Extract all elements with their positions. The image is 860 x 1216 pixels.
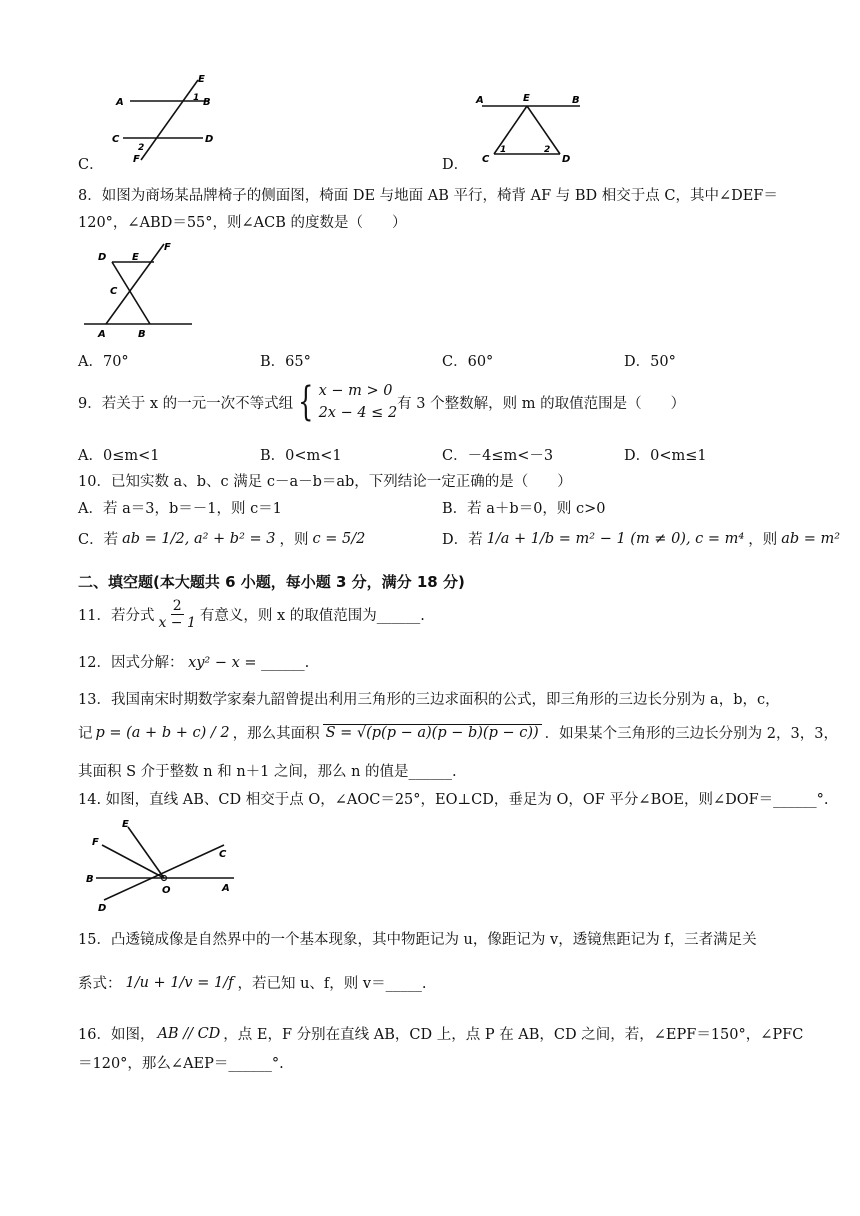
label-B: B: [86, 874, 94, 885]
q10-option-d-condition: 1/a + 1/b = m² − 1 (m ≠ 0), c = m⁴: [486, 530, 745, 547]
label-1: 1: [193, 93, 200, 103]
q10-option-d-label: D．若: [442, 532, 483, 548]
q11-pre: 11．若分式: [78, 608, 155, 624]
q10-option-d-then: ，则: [748, 532, 778, 548]
label-E: E: [122, 819, 129, 830]
q10-option-c-result: c = 5/2: [312, 530, 366, 547]
q15-line1: 15．凸透镜成像是自然界中的一个基本现象，其中物距记为 u，像距记为 v，透镜焦距记为 f，三者满足关: [78, 932, 757, 948]
q13-line2-mid: ，那么其面积: [232, 726, 320, 742]
label-F: F: [133, 154, 140, 165]
q10-option-a[interactable]: A．若 a＝3，b＝－1，则 c＝1: [78, 501, 282, 517]
q9-option-c[interactable]: C．－4≤m<－3: [442, 448, 554, 464]
q10-stem: 10．已知实数 a、b、c 满足 c－a－b＝ab，下列结论一定正确的是（ ）: [78, 474, 572, 490]
q10-option-c-then: ，则: [279, 532, 309, 548]
q9-option-d[interactable]: D．0<m≤1: [624, 448, 707, 464]
q8-figure: [84, 240, 194, 340]
q8-option-a[interactable]: A．70°: [78, 354, 129, 370]
q10-option-c-label: C．若: [78, 532, 119, 548]
label-C: C: [110, 286, 118, 297]
q12: [78, 651, 309, 672]
q15-lens-formula: 1/u + 1/v = 1/f: [125, 974, 234, 991]
q9-ineq-1: x − m > 0: [318, 383, 393, 399]
q12-pre: 12．因式分解：: [78, 655, 184, 671]
label-B: B: [138, 329, 146, 340]
q10-option-b[interactable]: B．若 a＋b＝0，则 c>0: [442, 501, 606, 517]
label-C: C: [219, 849, 227, 860]
q16-line2: ＝120°，那么∠AEP＝______°.: [78, 1056, 284, 1072]
label-F: F: [164, 242, 171, 253]
label-A: A: [98, 329, 106, 340]
q9-stem: [78, 380, 685, 424]
q11-fraction: [156, 598, 197, 631]
q14-stem: 14. 如图，直线 AB、CD 相交于点 O，∠AOC＝25°，EO⊥CD，垂足为 O，OF 平分∠BOE，则∠DOF＝______°.: [78, 792, 829, 808]
q7-figure-d: [472, 88, 592, 168]
q15-line2-pre: 系式：: [78, 976, 122, 992]
q15-line2: [78, 972, 426, 993]
q9-stem-before: 9．若关于 x 的一元一次不等式组: [78, 395, 294, 412]
q8-option-b[interactable]: B．65°: [260, 354, 311, 370]
q11-post: 有意义，则 x 的取值范围为______.: [199, 608, 425, 624]
label-E: E: [198, 74, 205, 85]
label-O: O: [162, 885, 171, 896]
brace-icon: {: [298, 379, 314, 425]
label-A: A: [476, 95, 484, 106]
label-F: F: [92, 837, 99, 848]
q16-line1-pre: 16．如图，: [78, 1027, 155, 1043]
q14-figure: [84, 815, 244, 915]
label-C: C: [482, 154, 490, 165]
q13-line3: 其面积 S 介于整数 n 和 n＋1 之间，那么 n 的值是______.: [78, 764, 457, 780]
label-1: 1: [500, 145, 507, 155]
q9-stem-after: 有 3 个整数解，则 m 的取值范围是（ ）: [397, 395, 686, 412]
label-B: B: [572, 95, 580, 106]
q16-line1: [78, 1023, 803, 1044]
q11: [78, 598, 425, 631]
q7-figure-c: [108, 70, 228, 165]
label-2: 2: [544, 145, 551, 155]
q8-option-c[interactable]: C．60°: [442, 354, 494, 370]
q16-parallel-expr: AB // CD: [157, 1025, 221, 1042]
q9-option-b[interactable]: B．0<m<1: [260, 448, 342, 464]
q13-line2: [78, 722, 838, 743]
label-C: C: [112, 134, 120, 145]
q13-p-formula: p = (a + b + c) / 2: [95, 724, 230, 741]
q12-expression: xy² − x =: [188, 655, 257, 671]
q10-option-c-condition: ab = 1/2, a² + b² = 3: [122, 530, 276, 547]
q10-option-d-result: ab = m²: [781, 530, 841, 547]
label-D: D: [98, 252, 107, 263]
label-B: B: [203, 97, 211, 108]
q10-option-c[interactable]: [78, 528, 365, 549]
label-D: D: [98, 903, 107, 914]
q9-inequality-system: [319, 380, 398, 424]
label-2: 2: [138, 143, 145, 153]
q8-option-d[interactable]: D．50°: [624, 354, 676, 370]
q9-option-a[interactable]: A．0≤m<1: [78, 448, 160, 464]
q13-area-formula: S = √(p(p − a)(p − b)(p − c)): [323, 724, 542, 741]
q8-stem-line1: 8．如图为商场某品牌椅子的侧面图，椅面 DE 与地面 AB 平行，椅背 AF 与 BD 相交于点 C，其中∠DEF＝: [78, 188, 778, 204]
q10-option-d[interactable]: [442, 528, 840, 549]
q16-line1-post: ，点 E，F 分别在直线 AB，CD 上，点 P 在 AB，CD 之间，若，∠EPF＝150°，∠PFC: [223, 1027, 804, 1043]
q12-blank[interactable]: ______.: [261, 655, 310, 671]
label-D: D: [562, 154, 571, 165]
q7-option-d[interactable]: D．: [442, 157, 469, 173]
section-heading: 二、填空题(本大题共 6 小题，每小题 3 分，满分 18 分): [78, 573, 465, 591]
q9-ineq-2: 2x − 4 ≤ 2: [318, 405, 398, 421]
q13-line2-post: ．如果某个三角形的三边长分别为 2，3，3，: [544, 726, 838, 742]
q11-fraction-denominator: x − 1: [158, 615, 196, 631]
q13-line1: 13．我国南宋时期数学家秦九韶曾提出利用三角形的三边求面积的公式，即三角形的三边长分别为 a，b，c，: [78, 692, 780, 708]
q7-option-c[interactable]: C．: [78, 157, 104, 173]
label-E: E: [523, 93, 530, 104]
label-E: E: [132, 252, 139, 263]
label-A: A: [116, 97, 124, 108]
q8-stem-line2: 120°，∠ABD＝55°，则∠ACB 的度数是（ ）: [78, 215, 407, 231]
q13-line2-pre: 记: [78, 726, 93, 742]
label-A: A: [222, 883, 230, 894]
label-D: D: [205, 134, 214, 145]
q15-line2-post: ，若已知 u、f，则 v＝_____.: [237, 976, 427, 992]
q11-fraction-numerator: 2: [172, 598, 182, 614]
